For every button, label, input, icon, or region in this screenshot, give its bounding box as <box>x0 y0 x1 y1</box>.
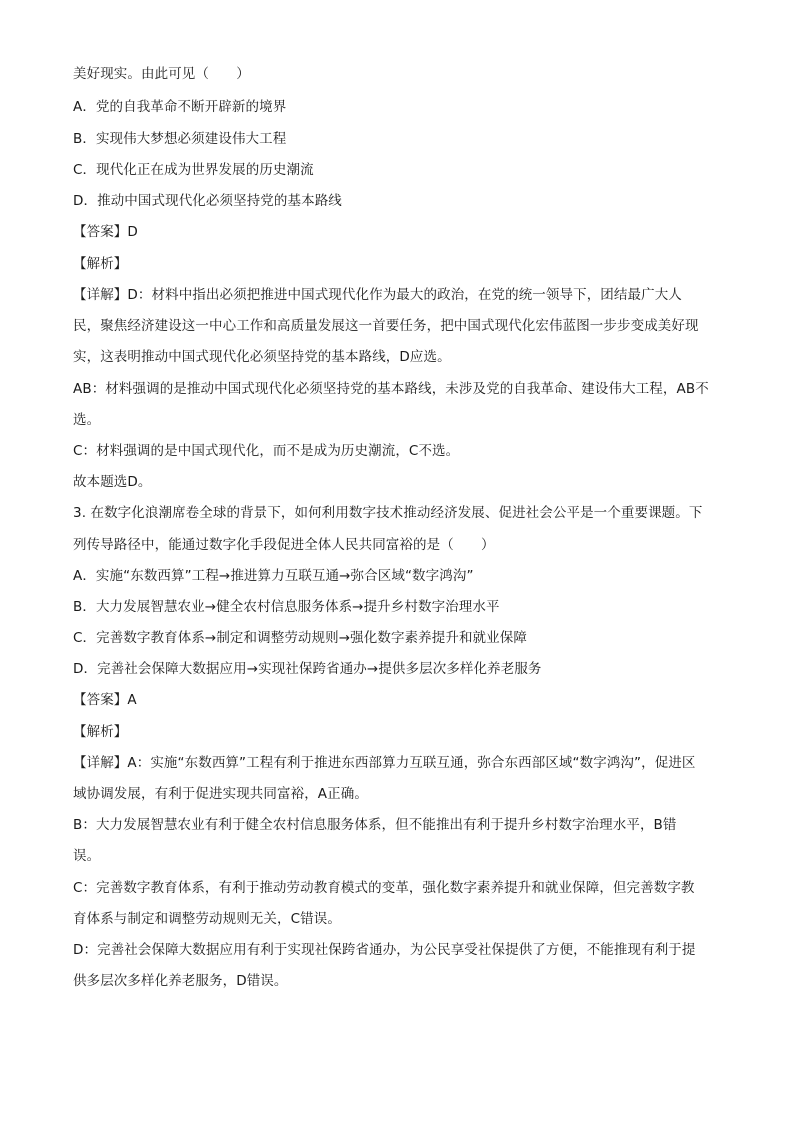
q3-option-b: B．大力发展智慧农业→健全农村信息服务体系→提升乡村数字治理水平 <box>73 599 500 615</box>
q2-detail-line: 民，聚焦经济建设这一中心工作和高质量发展这一首要任务，把中国式现代化宏伟蓝图一步步变成美好现 <box>73 318 699 334</box>
q3-option-c: C．完善数字教育体系→制定和调整劳动规则→强化数字素养提升和就业保障 <box>73 630 527 646</box>
q2-analysis-label: 【解析】 <box>73 256 128 272</box>
q2-detail-line: 故本题选D。 <box>73 474 152 490</box>
q3-answer: 【答案】A <box>73 692 137 708</box>
q3-stem-line: 3. 在数字化浪潮席卷全球的背景下，如何利用数字技术推动经济发展、促进社会公平是一个重要课题。下 <box>73 505 703 521</box>
q3-detail-line: C：完善数字教育体系，有利于推动劳动教育模式的变革，强化数字素养提升和就业保障，但完善数字教 <box>73 880 695 896</box>
q2-answer: 【答案】D <box>73 224 138 240</box>
q3-analysis-label: 【解析】 <box>73 724 128 740</box>
q3-option-d: D．完善社会保障大数据应用→实现社保跨省通办→提供多层次多样化养老服务 <box>73 661 542 677</box>
q2-detail-line: 实，这表明推动中国式现代化必须坚持党的基本路线，D应选。 <box>73 349 451 365</box>
q2-option-a: A．党的自我革命不断开辟新的境界 <box>73 99 287 115</box>
q2-detail-line: AB：材料强调的是推动中国式现代化必须坚持党的基本路线，未涉及党的自我革命、建设伟大工程，AB不 <box>73 381 709 397</box>
q3-detail-line: 误。 <box>73 848 101 864</box>
q3-detail-line: 【详解】A：实施“东数西算”工程有利于推进东西部算力互联互通，弥合东西部区域“数字鸿沟”，促进区 <box>73 755 696 771</box>
q3-detail-line: 育体系与制定和调整劳动规则无关，C错误。 <box>73 911 341 927</box>
q2-option-d: D．推动中国式现代化必须坚持党的基本路线 <box>73 193 342 209</box>
q3-stem-line: 列传导路径中，能通过数字化手段促进全体人民共同富裕的是（ ） <box>73 537 495 553</box>
q2-detail-line: C：材料强调的是中国式现代化，而不是成为历史潮流，C不选。 <box>73 443 460 459</box>
q3-option-a: A．实施“东数西算”工程→推进算力互联互通→弥合区域“数字鸿沟” <box>73 568 474 584</box>
q3-detail-line: B：大力发展智慧农业有利于健全农村信息服务体系，但不能推出有利于提升乡村数字治理水平，B错 <box>73 817 677 833</box>
q2-option-c: C．现代化正在成为世界发展的历史潮流 <box>73 162 314 178</box>
q3-detail-line: 域协调发展，有利于促进实现共同富裕，A正确。 <box>73 786 368 802</box>
q2-stem-tail: 美好现实。由此可见（ ） <box>73 66 250 82</box>
q3-detail-line: 供多层次多样化养老服务，D错误。 <box>73 973 288 989</box>
q2-detail-line: 选。 <box>73 412 101 428</box>
q2-option-b: B．实现伟大梦想必须建设伟大工程 <box>73 131 287 147</box>
q3-detail-line: D：完善社会保障大数据应用有利于实现社保跨省通办，为公民享受社保提供了方便，不能推现有利于提 <box>73 942 696 958</box>
q2-detail-line: 【详解】D：材料中指出必须把推进中国式现代化作为最大的政治，在党的统一领导下，团结最广大人 <box>73 287 682 303</box>
